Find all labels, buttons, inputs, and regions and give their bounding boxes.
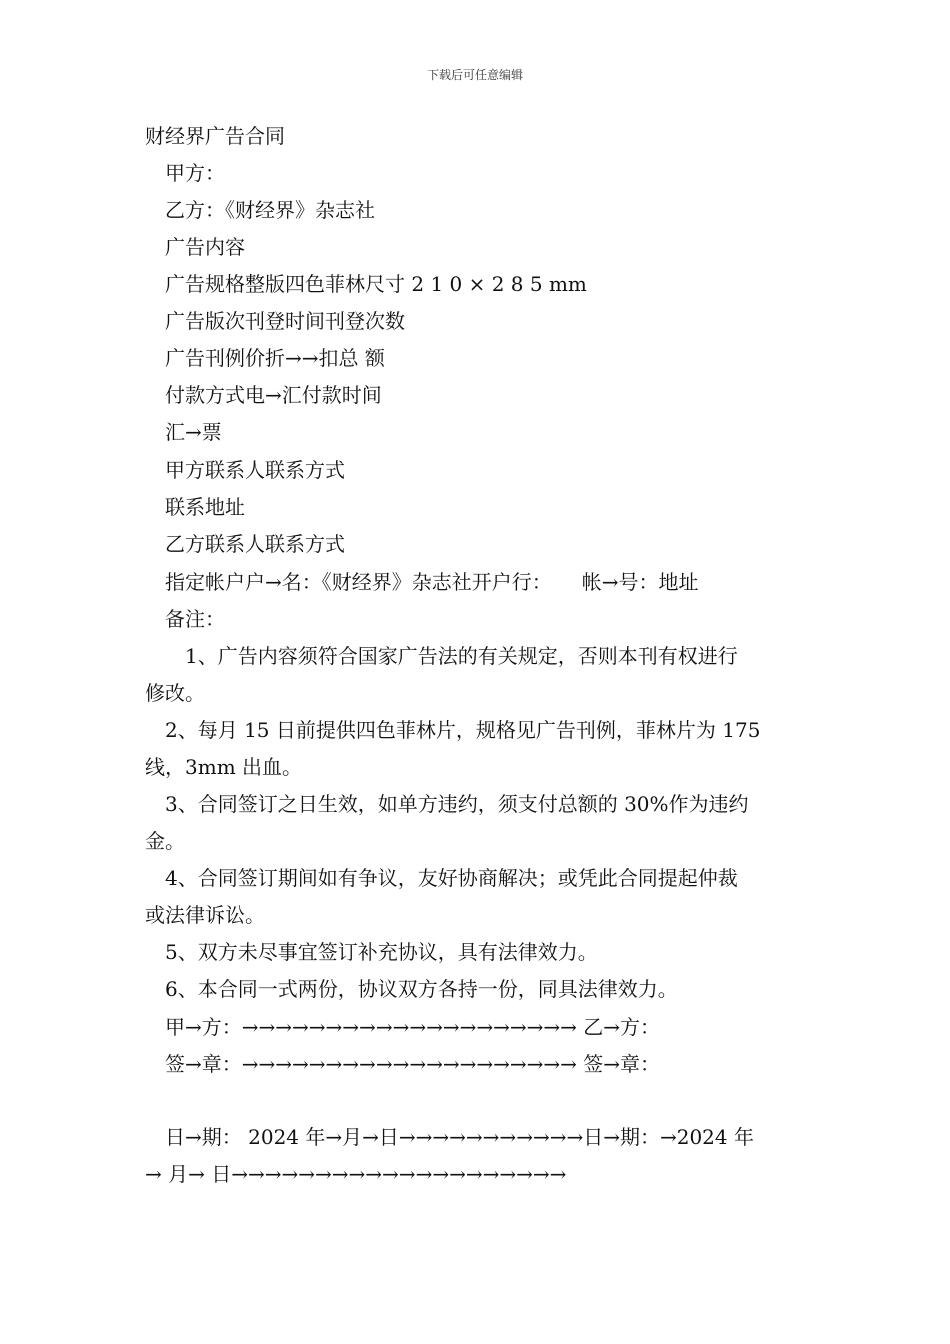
party-a-contact-line: 甲方联系人联系方式 — [165, 458, 345, 482]
note-5: 5、双方未尽事宜签订补充协议，具有法律效力。 — [165, 940, 598, 964]
note-6: 6、本合同一式两份，协议双方各持一份，同具法律效力。 — [165, 977, 678, 1001]
signature-party-line: 甲→方：→→→→→→→→→→→→→→→→→→→→ 乙→方： — [165, 1015, 661, 1039]
remarks-heading: 备注： — [165, 607, 225, 631]
note-4: 4、合同签订期间如有争议，友好协商解决；或凭此合同提起仲裁 — [165, 866, 738, 890]
ad-content-line: 广告内容 — [165, 235, 245, 259]
ad-spec-line: 广告规格整版四色菲林尺寸 2 1 0 × 2 8 5 mm — [165, 272, 587, 296]
page-header-note: 下载后可任意编辑 — [426, 68, 523, 82]
account-line: 指定帐户户→名：《财经界》杂志社开户行： 帐→号：地址 — [165, 570, 699, 594]
party-a-line: 甲方： — [165, 161, 225, 185]
party-b-contact-line: 乙方联系人联系方式 — [165, 532, 345, 556]
signature-date-line: 日→期： 2024 年→月→日→→→→→→→→→→→日→期：→2024 年 — [165, 1125, 754, 1149]
signature-date-line-cont: → 月→ 日→→→→→→→→→→→→→→→→→→→→ — [145, 1162, 567, 1186]
note-3: 3、合同签订之日生效，如单方违约，须支付总额的 30%作为违约 — [165, 792, 749, 816]
payment-method-line: 付款方式电→汇付款时间 — [165, 383, 382, 407]
remittance-line: 汇→票 — [165, 420, 222, 444]
note-3-cont: 金。 — [145, 829, 185, 853]
ad-schedule-line: 广告版次刊登时间刊登次数 — [165, 309, 405, 333]
contract-title: 财经界广告合同 — [145, 124, 285, 148]
note-1-cont: 修改。 — [145, 681, 205, 705]
note-2: 2、每月 15 日前提供四色菲林片，规格见广告刊例，菲林片为 175 — [165, 718, 761, 742]
ad-price-line: 广告刊例价折→→扣总 额 — [165, 346, 385, 370]
note-4-cont: 或法律诉讼。 — [145, 903, 265, 927]
note-2-cont: 线，3mm 出血。 — [145, 755, 303, 779]
contact-address-line: 联系地址 — [165, 495, 245, 519]
signature-seal-line: 签→章：→→→→→→→→→→→→→→→→→→→→ 签→章： — [165, 1052, 661, 1076]
note-1: 1、广告内容须符合国家广告法的有关规定，否则本刊有权进行 — [165, 644, 738, 668]
party-b-line: 乙方：《财经界》杂志社 — [165, 198, 375, 222]
